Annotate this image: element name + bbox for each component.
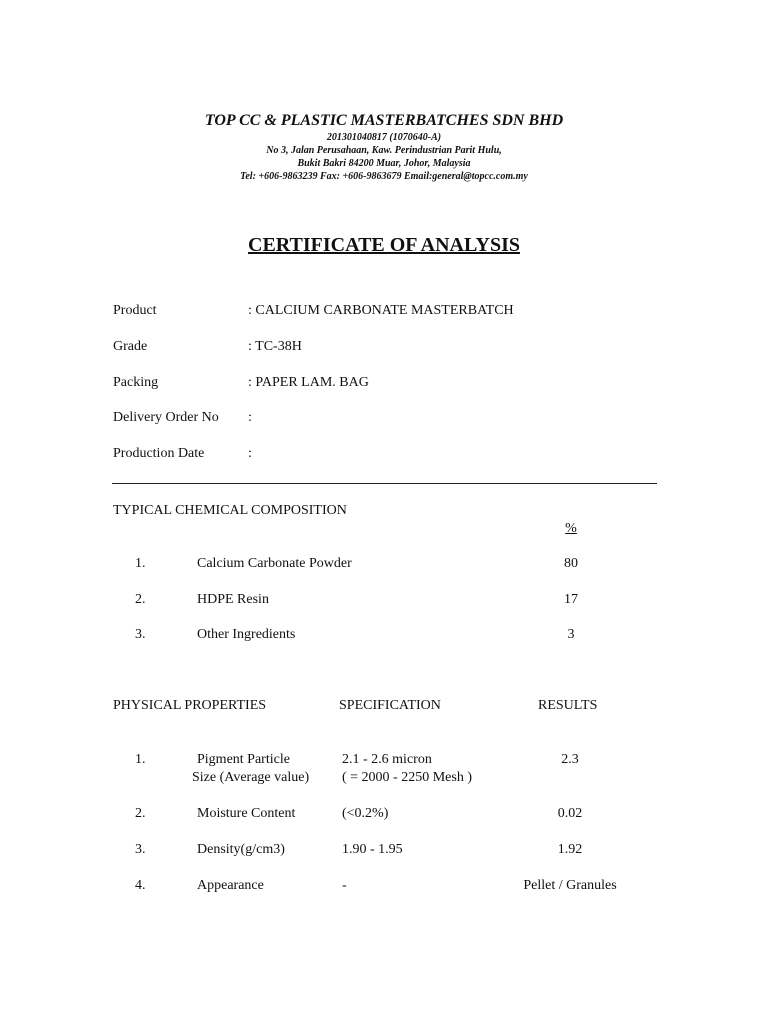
physical-row-number: 3. (135, 842, 146, 857)
physical-properties-heading: PHYSICAL PROPERTIES (113, 698, 267, 713)
document-title: CERTIFICATE OF ANALYSIS (248, 234, 520, 256)
composition-row-number: 3. (135, 627, 146, 642)
composition-row-name: HDPE Resin (197, 592, 269, 607)
company-contact: Tel: +606-9863239 Fax: +606-9863679 Email:general@topcc.com.my (240, 171, 528, 182)
physical-row-spec-line2: ( = 2000 - 2250 Mesh ) (342, 770, 472, 785)
company-address-line2: Bukit Bakri 84200 Muar, Johor, Malaysia (297, 158, 471, 169)
section-divider (112, 483, 657, 484)
results-header: RESULTS (538, 698, 598, 713)
physical-row-spec: - (342, 878, 347, 893)
packing-value: : PAPER LAM. BAG (248, 375, 369, 390)
physical-row-number: 4. (135, 878, 146, 893)
composition-row-number: 2. (135, 592, 146, 607)
physical-row-name: Pigment Particle (197, 752, 290, 767)
physical-row-name: Appearance (197, 878, 264, 893)
delivery-order-value: : (248, 410, 252, 425)
physical-row-result: Pellet / Granules (523, 878, 617, 893)
packing-label: Packing (113, 375, 159, 390)
physical-row-result: 1.92 (557, 842, 583, 857)
physical-row-name-line2: Size (Average value) (192, 770, 310, 785)
production-date-value: : (248, 446, 252, 461)
product-value: : CALCIUM CARBONATE MASTERBATCH (248, 303, 514, 318)
production-date-label: Production Date (113, 446, 205, 461)
grade-label: Grade (113, 339, 148, 354)
delivery-order-label: Delivery Order No (113, 410, 219, 425)
physical-row-number: 1. (135, 752, 146, 767)
physical-row-name: Moisture Content (197, 806, 296, 821)
physical-row-result: 0.02 (557, 806, 583, 821)
specification-header: SPECIFICATION (339, 698, 441, 713)
percent-header: % (565, 521, 577, 536)
composition-row-name: Other Ingredients (197, 627, 296, 642)
physical-row-name: Density(g/cm3) (197, 842, 285, 857)
composition-heading: TYPICAL CHEMICAL COMPOSITION (113, 503, 347, 518)
product-label: Product (113, 303, 157, 318)
physical-row-spec: 1.90 - 1.95 (342, 842, 403, 857)
grade-value: : TC-38H (248, 339, 302, 354)
company-name: TOP CC & PLASTIC MASTERBATCHES SDN BHD (204, 112, 564, 129)
composition-row-value: 17 (564, 592, 578, 607)
composition-row-value: 3 (567, 627, 575, 642)
company-address-line1: No 3, Jalan Perusahaan, Kaw. Perindustrian Parit Hulu, (266, 145, 502, 156)
company-registration: 201301040817 (1070640-A) (326, 132, 442, 143)
physical-row-spec: 2.1 - 2.6 micron (342, 752, 432, 767)
composition-row-number: 1. (135, 556, 146, 571)
physical-row-spec: (<0.2%) (342, 806, 389, 821)
composition-row-name: Calcium Carbonate Powder (197, 556, 352, 571)
physical-row-result: 2.3 (561, 752, 579, 767)
physical-row-number: 2. (135, 806, 146, 821)
composition-row-value: 80 (564, 556, 578, 571)
